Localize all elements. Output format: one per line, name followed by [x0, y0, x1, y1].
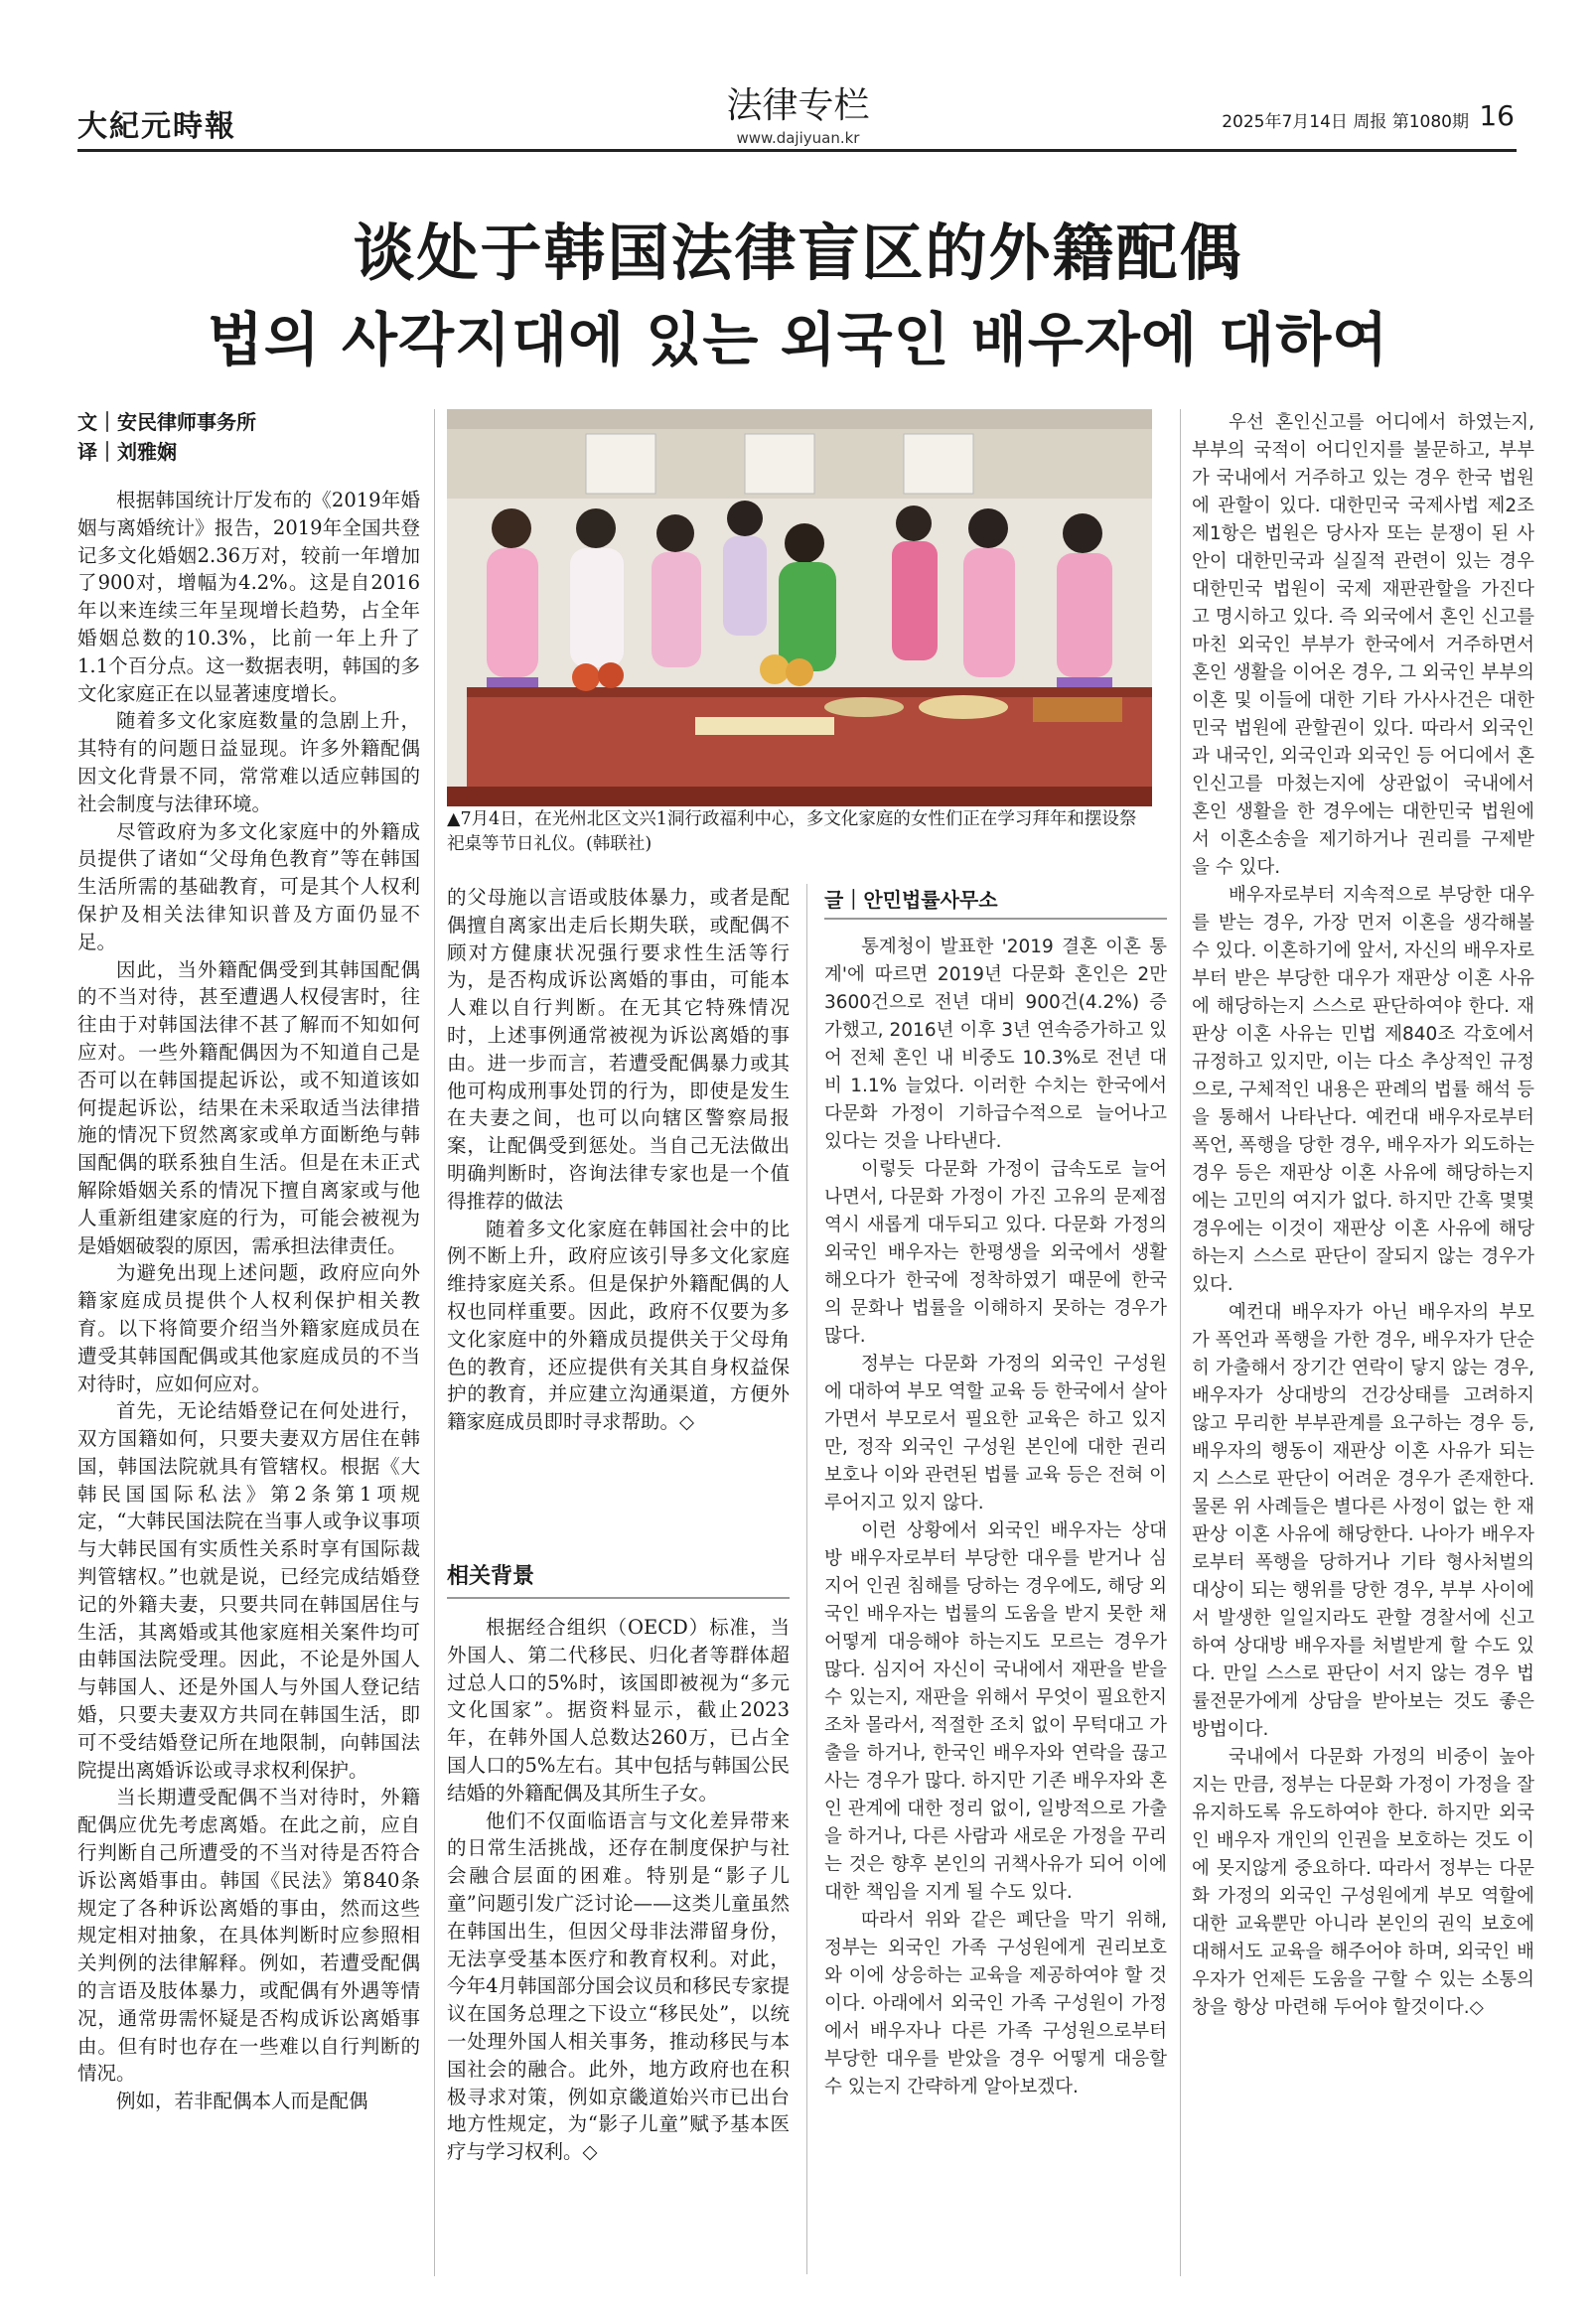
korean-column-4	[1192, 409, 1534, 2281]
byline-author: 文｜安民律师事务所	[77, 410, 256, 434]
paragraph: 他们不仅面临语言与文化差异带来的日常生活挑战，还存在制度保护与社会融合层面的困难。特别是“影子儿童”问题引发广泛讨论——这类儿童虽然在韩国出生，但因父母非法滞留身份，无法享受基本医疗和教育权利。对此，今年4月韩国部分国会议员和移民专家提议在国务总理之下设立“移民处”，以统一处理外国人相关事务，推动移民与本国社会的融合。此外，地方政府也在积极寻求对策，例如京畿道始兴市已出台地方性规定，为“影子儿童”赋予基本医疗与学习权利。◇	[447, 1808, 790, 2164]
paragraph: 이런 상황에서 외국인 배우자는 상대방 배우자로부터 부당한 대우를 받거나 심지어 인권 침해를 당하는 경우에도, 해당 외국인 배우자는 법률의 도움을 받지 못한 채 어떻게 대응해야 하는지도 모르는 경우가 많다. 심지어 자신이 국내에서 재판을 받을 수 있는지, 재판을 위해서 무엇이 필요한지조차 몰라서, 적절한 조치 없이 무턱대고 가출을 하거나, 한국인 배우자와 연락을 끊고 사는 경우가 많다. 하지만 기존 배우자와 혼인 관계에 대한 정리 없이, 일방적으로 가출을 하거나, 다른 사람과 새로운 가정을 꾸리는 것은 향후 본인의 귀책사유가 되어 이에 대한 책임을 지게 될 수도 있다.	[824, 1520, 1167, 1903]
paragraph: 首先，无论结婚登记在何处进行，双方国籍如何，只要夫妻双方居住在韩国，韩国法院就具有管辖权。根据《大韩民国国际私法》第2条第1项规定，“大韩民国法院在当事人或争议事项与大韩民国有实质性关系时享有国际裁判管辖权。”也就是说，已经完成结婚登记的外籍夫妻，只要共同在韩国居住与生活，其离婚或其他家庭相关案件均可由韩国法院受理。因此，不论是外国人与韩国人、还是外国人与外国人登记结婚，只要夫妻双方共同在韩国生活，即可不受结婚登记所在地限制，向韩国法院提出离婚诉讼或寻求权利保护。	[77, 1399, 420, 1782]
paragraph: 随着多文化家庭数量的急剧上升，其特有的问题日益显现。许多外籍配偶因文化背景不同，常常难以适应韩国的社会制度与法律环境。	[77, 709, 420, 815]
korean-byline-rule	[824, 918, 1167, 920]
chinese-column-1	[77, 487, 420, 2274]
paragraph: 的父母施以言语或肢体暴力，或者是配偶擅自离家出走后长期失联，或配偶不顾对方健康状况强行要求性生活等行为，是否构成诉讼离婚的事由，可能本人难以自行判断。在无其它特殊情况时，上述事例通常被视为诉讼离婚的事由。进一步而言，若遭受配偶暴力或其他可构成刑事处罚的行为，即使是发生在夫妻之间，也可以向辖区警察局报案，让配偶受到惩处。当自己无法做出明确判断时，咨询法律专家也是一个值得推荐的做法	[447, 886, 790, 1213]
paragraph: 例如，若非配偶本人而是配偶	[116, 2090, 368, 2113]
column-divider	[806, 884, 807, 2274]
masthead	[0, 0, 1596, 149]
byline	[77, 407, 256, 467]
masthead-rule	[77, 149, 1517, 152]
paragraph: 根据韩国统计厅发布的《2019年婚姻与离婚统计》报告，2019年全国共登记多文化婚姻2.36万对，较前一年增加了900对，增幅为4.2%。这是自2016年以来连续三年呈现增长趋势，占全年婚姻总数的10.3%，比前一年上升了1.1个百分点。这一数据表明，韩国的多文化家庭正在以显著速度增长。	[77, 489, 420, 705]
paragraph: 为避免出现上述问题，政府应向外籍家庭成员提供个人权利保护相关教育。以下将简要介绍当外籍家庭成员在遭受其韩国配偶或其他家庭成员的不当对待时，应如何应对。	[77, 1261, 420, 1395]
korean-column-3	[824, 934, 1167, 2279]
issue-info: 2025年7月14日 周报 第1080期	[1222, 112, 1469, 132]
related-background-title: 相关背景	[447, 1564, 535, 1589]
paragraph: 국내에서 다문화 가정의 비중이 높아지는 만큼, 정부는 다문화 가정이 가정을 잘 유지하도록 유도하여야 한다. 하지만 외국인 배우자 개인의 인권을 보호하는 것도 이에 못지않게 중요하다. 따라서 정부는 다문화 가정의 외국인 구성원에게 부모 역할에 대한 교육뿐만 아니라 본인의 권익 보호에 대해서도 교육을 해주어야 하며, 외국인 배우자가 언제든 도움을 구할 수 있는 소통의 창을 항상 마련해 두어야 할것이다.◇	[1192, 1747, 1534, 2018]
paragraph: 통계청이 발표한 '2019 결혼 이혼 통계'에 따르면 2019년 다문화 혼인은 2만3600건으로 전년 대비 900건(4.2%) 증가했고, 2016년 이후 3년 연속증가하고 있어 전체 혼인 내 비중도 10.3%로 전년 대비 1.1% 늘었다. 이러한 수치는 한국에서 다문화 가정이 기하급수적으로 늘어나고 있다는 것을 나타낸다.	[824, 937, 1167, 1152]
news-photo	[447, 409, 1152, 806]
paragraph: 배우자로부터 지속적으로 부당한 대우를 받는 경우, 가장 먼저 이혼을 생각해볼 수 있다. 이혼하기에 앞서, 자신의 배우자로부터 받은 부당한 대우가 재판상 이혼 사유에 해당하는지 스스로 판단하여야 한다. 재판상 이혼 사유는 민법 제840조 각호에서 규정하고 있지만, 이는 다소 추상적인 규정으로, 구체적인 내용은 판례의 법률 해석 등을 통해서 나타난다. 예컨대 배우자로부터 폭언, 폭행을 당한 경우, 배우자가 외도하는 경우 등은 재판상 이혼 사유에 해당하는지에는 고민의 여지가 없다. 하지만 간혹 몇몇 경우에는 이것이 재판상 이혼 사유에 해당하는지 스스로 판단이 잘되지 않는 경우가 있다.	[1192, 885, 1534, 1295]
byline-translator: 译｜刘雅娴	[77, 440, 177, 464]
photo-illustration	[447, 409, 1152, 806]
paragraph: 따라서 위와 같은 폐단을 막기 위해, 정부는 외국인 가족 구성원에게 권리보호와 이에 상응하는 교육을 제공하여야 할 것이다. 아래에서 외국인 가족 구성원이 가정에서 배우자나 다른 가족 구성원으로부터 부당한 대우를 받았을 경우 어떻게 대응할 수 있는지 간략하게 알아보겠다.	[824, 1910, 1167, 2097]
newspaper-logo: 大紀元時報	[77, 109, 236, 144]
related-background-body	[447, 1614, 790, 2279]
column-divider	[434, 409, 435, 2276]
paragraph: 예컨대 배우자가 아닌 배우자의 부모가 폭언과 폭행을 가한 경우, 배우자가 단순히 가출해서 장기간 연락이 닿지 않는 경우, 배우자가 상대방의 건강상태를 고려하지 않고 무리한 부부관계를 요구하는 경우 등, 배우자의 행동이 재판상 이혼 사유가 되는지 스스로 판단이 어려운 경우가 존재한다. 물론 위 사례들은 별다른 사정이 없는 한 재판상 이혼 사유에 해당한다. 나아가 배우자로부터 폭행을 당하거나 기타 형사처벌의 대상이 되는 행위를 당한 경우, 부부 사이에서 발생한 일일지라도 관할 경찰서에 신고하여 상대방 배우자를 처벌받게 할 수도 있다. 만일 스스로 판단이 서지 않는 경우 법률전문가에게 상담을 받아보는 것도 좋은 방법이다.	[1192, 1302, 1534, 1740]
paragraph: 이렇듯 다문화 가정이 급속도로 늘어나면서, 다문화 가정이 가진 고유의 문제점 역시 새롭게 대두되고 있다. 다문화 가정의 외국인 배우자는 한평생을 외국에서 생활해오다가 한국에 정착하였기 때문에 한국의 문화나 법률을 이해하지 못하는 경우가 많다.	[824, 1159, 1167, 1347]
page-number: 16	[1479, 99, 1515, 132]
site-url: www.dajiyuan.kr	[736, 129, 860, 147]
related-background-rule	[447, 1597, 790, 1599]
paragraph: 尽管政府为多文化家庭中的外籍成员提供了诸如“父母角色教育”等在韩国生活所需的基础教育，可是其个人权利保护及相关法律知识普及方面仍显不足。	[77, 819, 420, 953]
headline-chinese: 谈处于韩国法律盲区的外籍配偶	[353, 217, 1243, 289]
photo-caption: ▲7月4日，在光州北区文兴1洞行政福利中心，多文化家庭的女性们正在学习拜年和摆设祭祀桌等节日礼仪。(韩联社)	[447, 809, 1137, 854]
chinese-column-2	[447, 884, 790, 1519]
korean-byline: 글｜안민법률사무소	[824, 888, 998, 912]
paragraph: 因此，当外籍配偶受到其韩国配偶的不当对待，甚至遭遇人权侵害时，往往由于对韩国法律不甚了解而不知如何应对。一些外籍配偶因为不知道自己是否可以在韩国提起诉讼，或不知道该如何提起诉讼，结果在未采取适当法律措施的情况下贸然离家或单方面断绝与韩国配偶的联系独自生活。但是在未正式解除婚姻关系的情况下擅自离家或与他人重新组建家庭的行为，可能会被视为是婚姻破裂的原因，需承担法律责任。	[77, 957, 420, 1257]
paragraph: 随着多文化家庭在韩国社会中的比例不断上升，政府应该引导多文化家庭维持家庭关系。但是保护外籍配偶的人权也同样重要。因此，政府不仅要为多文化家庭中的外籍成员提供关于父母角色的教育，还应提供有关其自身权益保护的教育，并应建立沟通渠道，方便外籍家庭成员即时寻求帮助。◇	[447, 1217, 790, 1434]
paragraph: 根据经合组织（OECD）标准，当外国人、第二代移民、归化者等群体超过总人口的5%时，该国即被视为“多元文化国家”。据资料显示，截止2023年，在韩外国人总数达260万，已占全国人口的5%左右。其中包括与韩国公民结婚的外籍配偶及其所生子女。	[447, 1616, 790, 1805]
column-divider	[1180, 409, 1181, 2276]
paragraph: 当长期遭受配偶不当对待时，外籍配偶应优先考虑离婚。在此之前，应自行判断自己所遭受的不当对待是否符合诉讼离婚事由。韩国《民法》第840条规定了各种诉讼离婚的事由，然而这些规定相对抽象，在具体判断时应参照相关判例的法律解释。例如，若遭受配偶的言语及肢体暴力，或配偶有外遇等情况，通常毋需怀疑是否构成诉讼离婚事由。但有时也存在一些难以自行判断的情况。	[77, 1786, 420, 2086]
paragraph: 정부는 다문화 가정의 외국인 구성원에 대하여 부모 역할 교육 등 한국에서 살아가면서 부모로서 필요한 교육은 하고 있지만, 정작 외국인 구성원 본인에 대한 권리 보호나 이와 관련된 법률 교육 등은 전혀 이루어지고 있지 않다.	[824, 1354, 1167, 1514]
paragraph: 우선 혼인신고를 어디에서 하였는지, 부부의 국적이 어디인지를 불문하고, 부부가 국내에서 거주하고 있는 경우 한국 법원에 관할이 있다. 대한민국 국제사법 제2조 제1항은 법원은 당사자 또는 분쟁이 된 사안이 대한민국과 실질적 관련이 있는 경우 대한민국 법원이 국제 재판관할을 가진다고 명시하고 있다. 즉 외국에서 혼인 신고를 마친 외국인 부부가 한국에서 거주하면서 혼인 생활을 이어온 경우, 그 외국인 부부의 이혼 및 이들에 대한 기타 가사사건은 대한민국 법원에 관할권이 있다. 따라서 외국인과 내국인, 외국인과 외국인 등 어디에서 혼인신고를 마쳤는지에 상관없이 국내에서 혼인 생활을 한 경우에는 대한민국 법원에서 이혼소송을 제기하거나 권리를 구제받을 수 있다.	[1192, 412, 1534, 878]
section-title: 法律专栏	[726, 85, 870, 126]
headline-korean: 법의 사각지대에 있는 외국인 배우자에 대하여	[207, 306, 1389, 373]
